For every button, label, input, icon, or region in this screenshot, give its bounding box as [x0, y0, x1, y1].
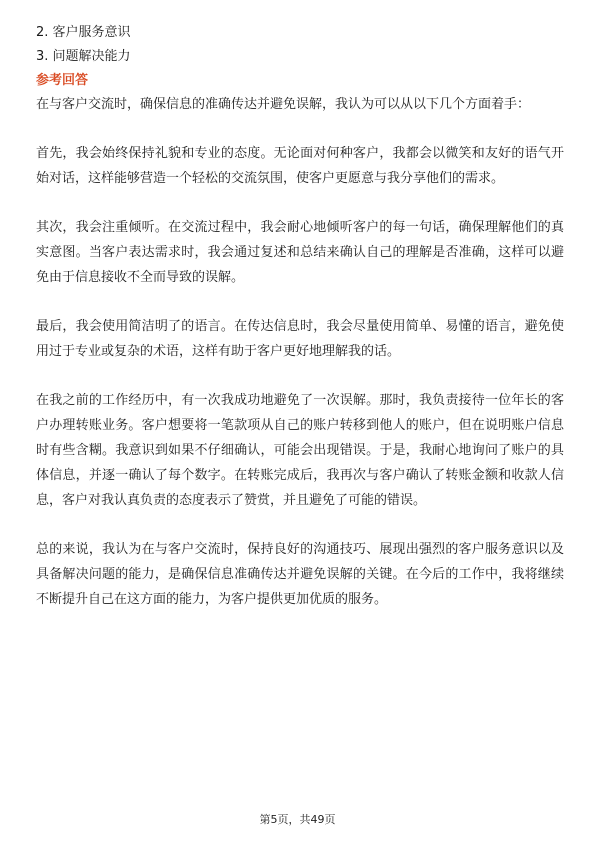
answer-paragraph-summary: 总的来说，我认为在与客户交流时，保持良好的沟通技巧、展现出强烈的客户服务意识以及具备解决问题的能力，是确保信息准确传达并避免误解的关键。在今后的工作中，我将继续不断提升自己在这方面的能力，为客户提供更加优质的服务。 — [36, 542, 564, 607]
page-content — [36, 21, 564, 612]
answer-paragraph-first: 首先，我会始终保持礼貌和专业的态度。无论面对何种客户，我都会以微笑和友好的语气开始对话，这样能够营造一个轻松的交流氛围，使客户更愿意与我分享他们的需求。 — [36, 146, 564, 186]
list-item-customer-service: 2. 客户服务意识 — [36, 25, 131, 40]
answer-paragraph-last-point: 最后，我会使用简洁明了的语言。在传达信息时，我会尽量使用简单、易懂的语言，避免使用过于专业或复杂的术语，这样有助于客户更好地理解我的话。 — [36, 319, 564, 359]
reference-answer-heading: 参考回答 — [36, 73, 89, 88]
page-number-footer: 第5页，共49页 — [259, 813, 336, 826]
answer-paragraph-intro: 在与客户交流时，确保信息的准确传达并避免误解，我认为可以从以下几个方面着手： — [36, 97, 531, 112]
answer-paragraph-example: 在我之前的工作经历中，有一次我成功地避免了一次误解。那时，我负责接待一位年长的客户办理转账业务。客户想要将一笔款项从自己的账户转移到他人的账户，但在说明账户信息时有些含糊。我意识到如果不仔细确认，可能会出现错误。于是，我耐心地询问了账户的具体信息，并逐一确认了每个数字。在转账完成后，我再次与客户确认了转账金额和收款人信息，客户对我认真负责的态度表示了赞赏，并且避免了可能的错误。 — [36, 393, 564, 508]
answer-paragraph-second: 其次，我会注重倾听。在交流过程中，我会耐心地倾听客户的每一句话，确保理解他们的真实意图。当客户表达需求时，我会通过复述和总结来确认自己的理解是否准确，这样可以避免由于信息接收不全而导致的误解。 — [36, 220, 564, 285]
list-item-problem-solving: 3. 问题解决能力 — [36, 49, 131, 64]
